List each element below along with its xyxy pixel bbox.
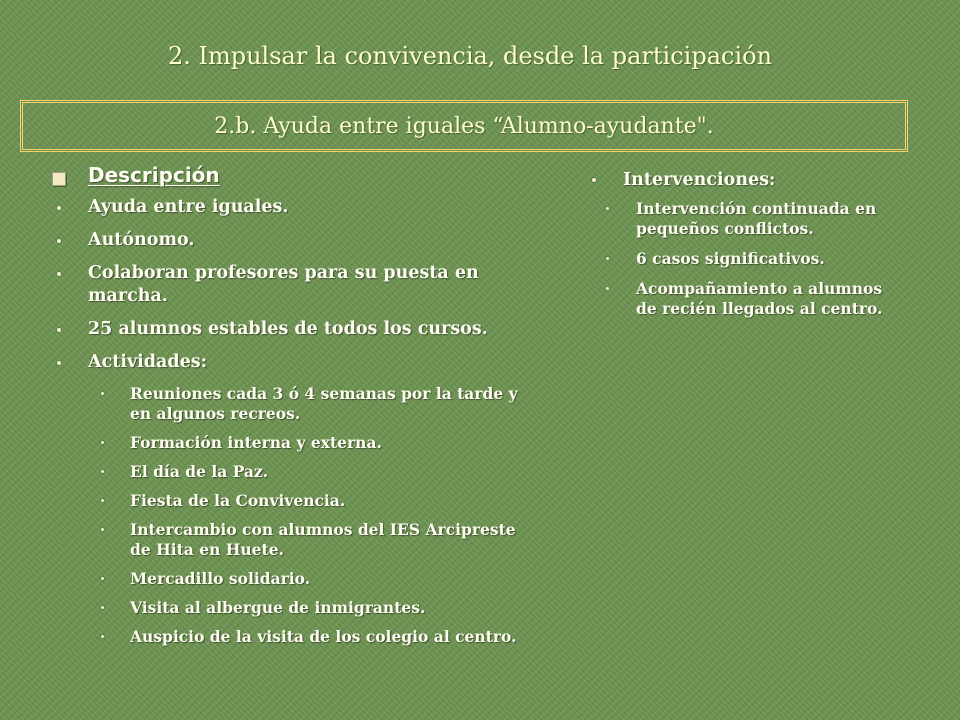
description-heading <box>52 163 522 187</box>
activity-item-text: El día de la Paz. <box>130 462 269 481</box>
activity-item <box>52 569 522 589</box>
list-item <box>52 262 522 308</box>
interventions-heading-text: Intervenciones: <box>623 170 776 190</box>
intervention-item-text: 6 casos significativos. <box>636 249 825 268</box>
bullet-dot-icon <box>101 577 104 580</box>
list-item-text: Actividades: <box>88 352 208 372</box>
list-item <box>52 229 522 252</box>
intervention-item-text: Acompañamiento a alumnos de recién llegados al centro. <box>636 279 883 318</box>
activity-item <box>52 520 522 560</box>
activity-item-text: Mercadillo solidario. <box>130 569 311 588</box>
list-item-text: Autónomo. <box>88 230 195 250</box>
intervention-item-text: Intervención continuada en pequeños conflictos. <box>636 199 877 238</box>
list-item-text: Colaboran profesores para su puesta en marcha. <box>88 263 479 306</box>
activity-item <box>52 598 522 618</box>
bullet-dot-icon <box>57 328 61 332</box>
list-item-text: Ayuda entre iguales. <box>88 197 289 217</box>
square-bullet-icon <box>52 172 66 186</box>
bullet-dot-icon <box>101 392 104 395</box>
bullet-dot-icon <box>57 206 61 210</box>
activity-item <box>52 384 522 424</box>
intervention-item <box>586 249 906 269</box>
bullet-dot-icon <box>592 178 596 182</box>
bullet-dot-icon <box>57 272 61 276</box>
activity-item-text: Auspicio de la visita de los colegio al centro. <box>130 627 517 646</box>
bullet-dot-icon <box>101 635 104 638</box>
activity-item <box>52 491 522 511</box>
activity-item <box>52 462 522 482</box>
intervention-item <box>586 199 906 239</box>
slide-title: 2. Impulsar la convivencia, desde la participación <box>167 42 773 70</box>
slide-subtitle: 2.b. Ayuda entre iguales “Alumno-ayudante". <box>214 113 714 139</box>
bullet-dot-icon <box>606 257 609 260</box>
bullet-dot-icon <box>606 207 609 210</box>
left-column <box>52 163 522 656</box>
subtitle-box <box>20 100 908 152</box>
right-column <box>586 168 906 329</box>
activity-item <box>52 627 522 647</box>
activity-item-text: Formación interna y externa. <box>130 433 382 452</box>
activity-item-text: Intercambio con alumnos del IES Arcipreste de Hita en Huete. <box>130 520 516 559</box>
list-item <box>52 196 522 219</box>
bullet-dot-icon <box>101 499 104 502</box>
interventions-heading <box>586 168 906 192</box>
list-item <box>52 318 522 341</box>
bullet-dot-icon <box>101 606 104 609</box>
activity-item <box>52 433 522 453</box>
description-heading-text: Descripción <box>88 163 220 187</box>
bullet-dot-icon <box>57 239 61 243</box>
bullet-dot-icon <box>101 528 104 531</box>
bullet-dot-icon <box>101 441 104 444</box>
bullet-dot-icon <box>101 470 104 473</box>
activity-item-text: Reuniones cada 3 ó 4 semanas por la tarde y en algunos recreos. <box>130 384 518 423</box>
activity-item-text: Visita al albergue de inmigrantes. <box>130 598 426 617</box>
bullet-dot-icon <box>606 287 609 290</box>
list-item-text: 25 alumnos estables de todos los cursos. <box>88 319 488 339</box>
activity-item-text: Fiesta de la Convivencia. <box>130 491 346 510</box>
list-item <box>52 351 522 374</box>
intervention-item <box>586 279 906 319</box>
bullet-dot-icon <box>57 361 61 365</box>
